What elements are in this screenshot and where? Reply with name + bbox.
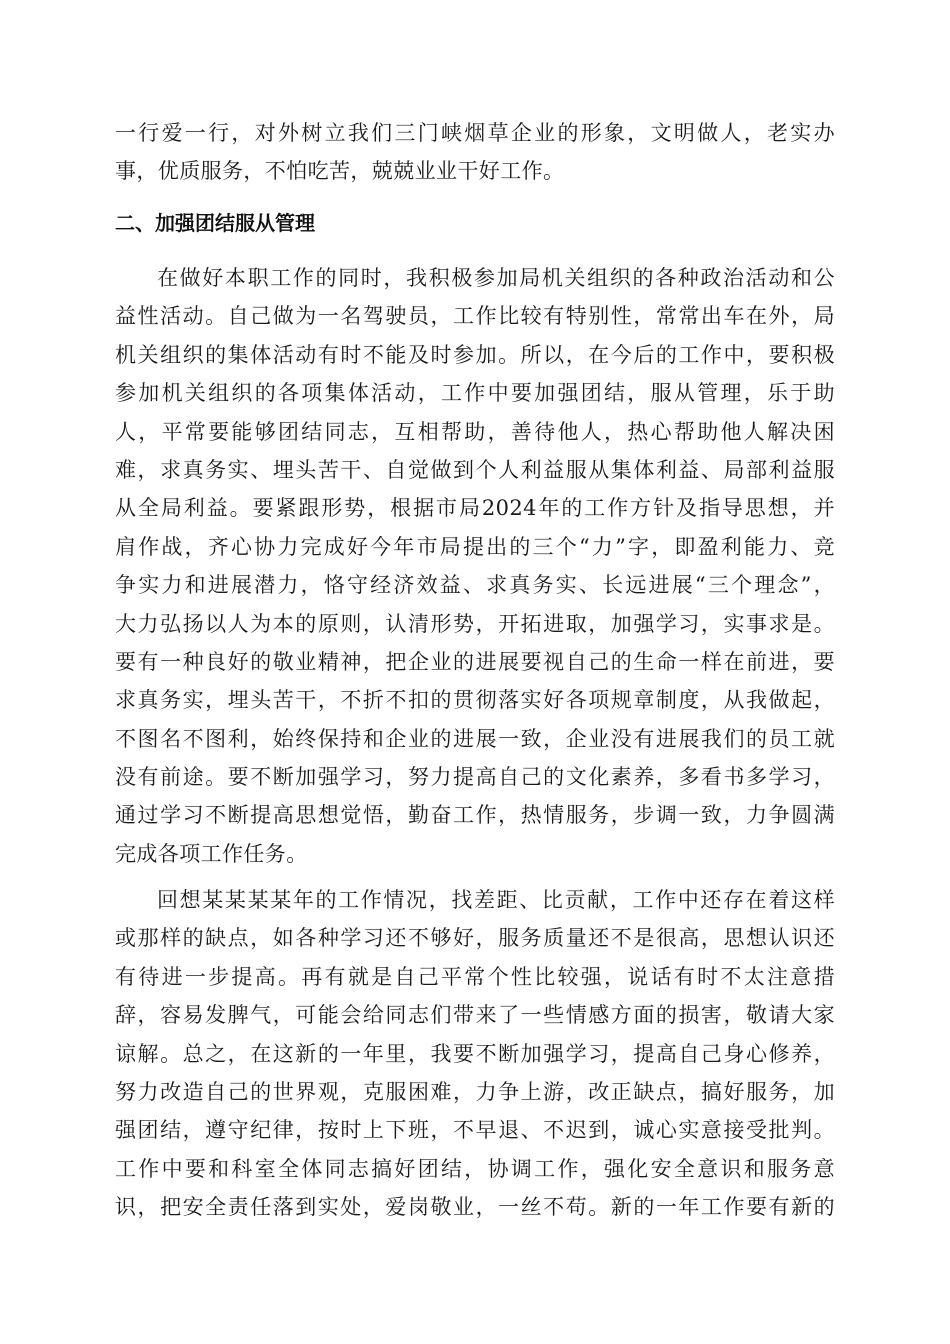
paragraph-1-line: 完成各项工作任务。 (115, 841, 308, 866)
paragraph-1-line: 益性活动。自己做为一名驾驶员，工作比较有特别性，常常出车在外，局 (115, 304, 835, 329)
paragraph-2-line: 强团结，遵守纪律，按时上下班，不早退、不迟到，诚心实意接受批判。 (115, 1118, 835, 1143)
paragraph-1-line: 争实力和进展潜力，恪守经济效益、求真务实、长远进展“三个理念”， (115, 573, 835, 598)
intro-line-1: 一行爱一行，对外树立我们三门峡烟草企业的形象，文明做人，老实办 (115, 121, 835, 145)
paragraph-1-line: 通过学习不断提高思想觉悟，勤奋工作，热情服务，步调一致，力争圆满 (115, 803, 835, 828)
paragraph-1-line: 在做好本职工作的同时，我积极参加局机关组织的各种政治活动和公 (157, 266, 835, 290)
paragraph-1-line: 不图名不图利，始终保持和企业的进展一致，企业没有进展我们的员工就 (115, 726, 835, 751)
section-heading: 二、加强团结服从管理 (115, 211, 315, 235)
paragraph-1-line: 没有前途。要不断加强学习，努力提高自己的文化素养，多看书多学习， (115, 765, 835, 790)
paragraph-1-line: 要有一种良好的敬业精神，把企业的进展要视自己的生命一样在前进，要 (115, 649, 835, 674)
paragraph-2-line: 有待进一步提高。再有就是自己平常个性比较强，说话有时不太注意措 (115, 964, 835, 989)
paragraph-1-line: 人，平常要能够团结同志，互相帮助，善待他人，热心帮助他人解决困 (115, 419, 835, 444)
paragraph-1-line: 难，求真务实、埋头苦干、自觉做到个人利益服从集体利益、局部利益服 (115, 457, 835, 482)
paragraph-2-line: 努力改造自己的世界观，克服困难，力争上游，改正缺点，搞好服务，加 (115, 1079, 835, 1104)
paragraph-2-line: 辞，容易发脾气，可能会给同志们带来了一些情感方面的损害，敬请大家 (115, 1003, 835, 1028)
paragraph-1-line: 肩作战，齐心协力完成好今年市局提出的三个“力”字，即盈利能力、竞 (115, 534, 835, 559)
paragraph-1 (115, 259, 835, 873)
paragraph-1-line: 参加机关组织的各项集体活动，工作中要加强团结，服从管理，乐于助 (115, 381, 835, 406)
paragraph-2-line: 工作中要和科室全体同志搞好团结，协调工作，强化安全意识和服务意 (115, 1156, 835, 1181)
paragraph-1-line: 求真务实，埋头苦干，不折不扣的贯彻落实好各项规章制度，从我做起， (115, 688, 835, 713)
paragraph-1-line: 机关组织的集体活动有时不能及时参加。所以，在今后的工作中，要积极 (115, 342, 835, 367)
paragraph-1-line: 大力弘扬以人为本的原则，认清形势，开拓进取，加强学习，实事求是。 (115, 611, 835, 636)
paragraph-2-line: 回想某某某某年的工作情况，找差距、比贡献，工作中还存在着这样 (157, 888, 835, 912)
paragraph-2-line: 识，把安全责任落到实处，爱岗敬业，一丝不苟。新的一年工作要有新的 (115, 1195, 835, 1220)
intro-line-2: 事，优质服务，不怕吃苦，兢兢业业干好工作。 (115, 159, 565, 184)
paragraph-2-line: 谅解。总之，在这新的一年里，我要不断加强学习，提高自己身心修养， (115, 1041, 835, 1066)
paragraph-2-line: 或那样的缺点，如各种学习还不够好，服务质量还不是很高，思想认识还 (115, 926, 835, 951)
paragraph-1-line: 从全局利益。要紧跟形势，根据市局2024年的工作方针及指导思想，并 (115, 496, 835, 521)
paragraph-2 (115, 881, 835, 1227)
intro-paragraph (115, 114, 835, 191)
